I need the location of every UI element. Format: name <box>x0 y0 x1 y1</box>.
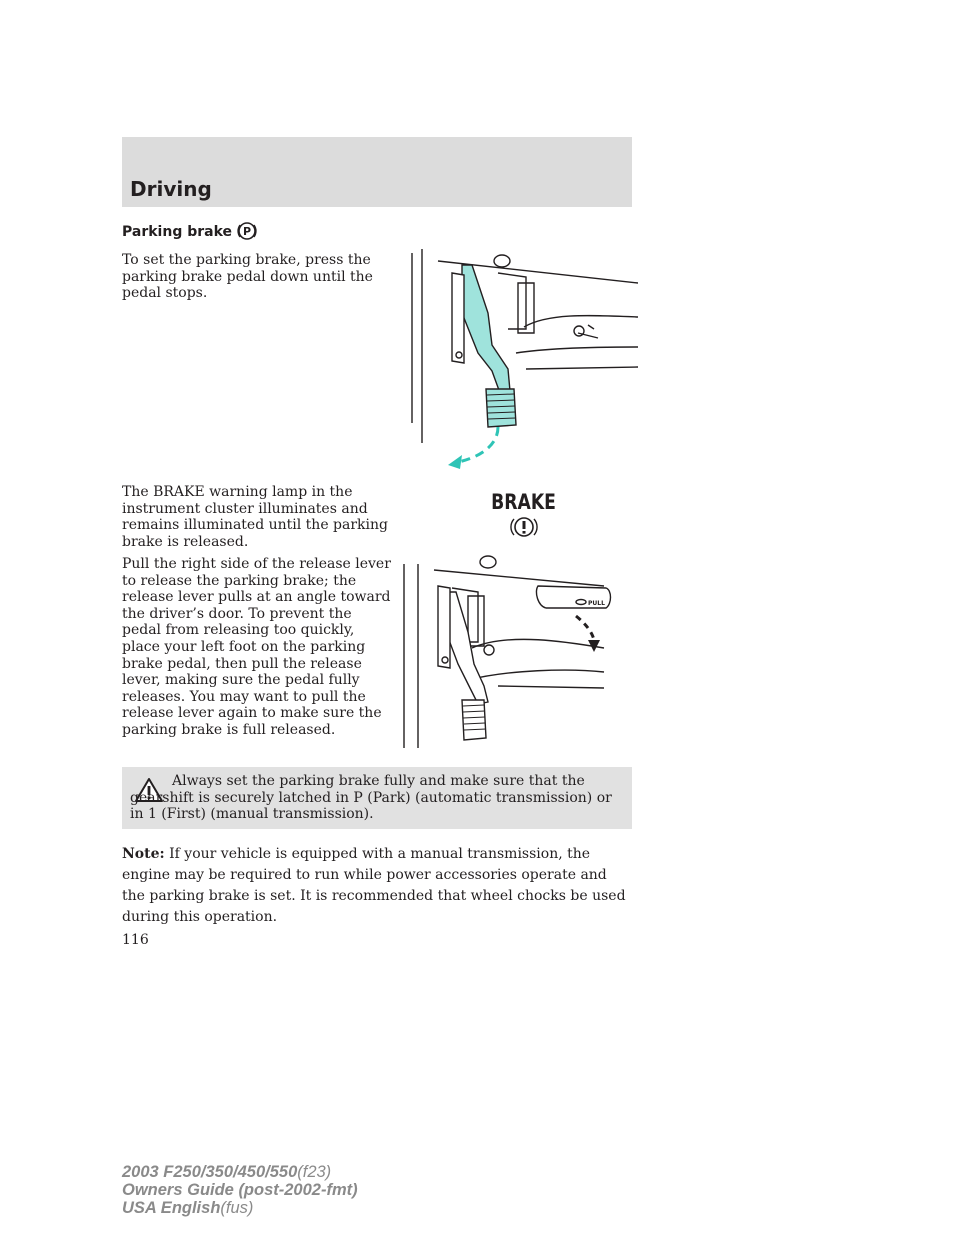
parking-brake-icon <box>236 220 258 242</box>
subheading: Parking brake <box>122 224 233 240</box>
note-text: If your vehicle is equipped with a manual transmission, the engine may be required to run while power accessories operate and the parking brake is set. It is recommended that wheel chocks be used during this operation. <box>122 846 626 925</box>
footer-language: USA English <box>122 1199 221 1217</box>
brake-release-lever-illustration <box>398 552 638 752</box>
set-brake-paragraph: To set the parking brake, press the parking brake pedal down until the pedal stops. <box>122 252 373 302</box>
warning-text: Always set the parking brake fully and make sure that the gearshift is securely latched in P (Park) (automatic transmission) or in 1 (First) (manual transmission). <box>130 773 612 823</box>
footer-guide: Owners Guide (post-2002-fmt) <box>122 1181 358 1199</box>
brake-warning-lamp <box>474 490 574 544</box>
footer-language-code: (fus) <box>220 1199 254 1217</box>
section-header-band <box>122 137 632 207</box>
footer-model-code: (f23) <box>297 1163 332 1181</box>
brake-lamp-paragraph: The BRAKE warning lamp in the instrument cluster illuminates and remains illuminated until the parking brake is released. <box>122 484 388 550</box>
release-lever-label: PULL <box>588 600 605 607</box>
warning-box <box>122 767 632 829</box>
note-label: Note: <box>122 846 165 862</box>
footer-model: 2003 F250/350/450/550 <box>122 1163 298 1181</box>
brake-lamp-label: BRAKE <box>491 490 557 514</box>
svg-text:P: P <box>242 225 252 238</box>
note-paragraph <box>122 844 632 928</box>
document-footer <box>122 1163 358 1217</box>
release-brake-paragraph: Pull the right side of the release lever to release the parking brake; the release lever pulls at an angle toward the driver’s door. To prevent the pedal from releasing too quickly, place your left foot on the parking brake pedal, then pull the release lever, making sure the pedal fully releases. You may want to pull the release lever again to make sure the parking brake is full released. <box>122 556 391 738</box>
section-title: Driving <box>130 177 212 201</box>
page-number: 116 <box>122 932 149 948</box>
parking-brake-pedal-illustration <box>398 243 638 473</box>
brake-warning-icon <box>502 514 546 540</box>
